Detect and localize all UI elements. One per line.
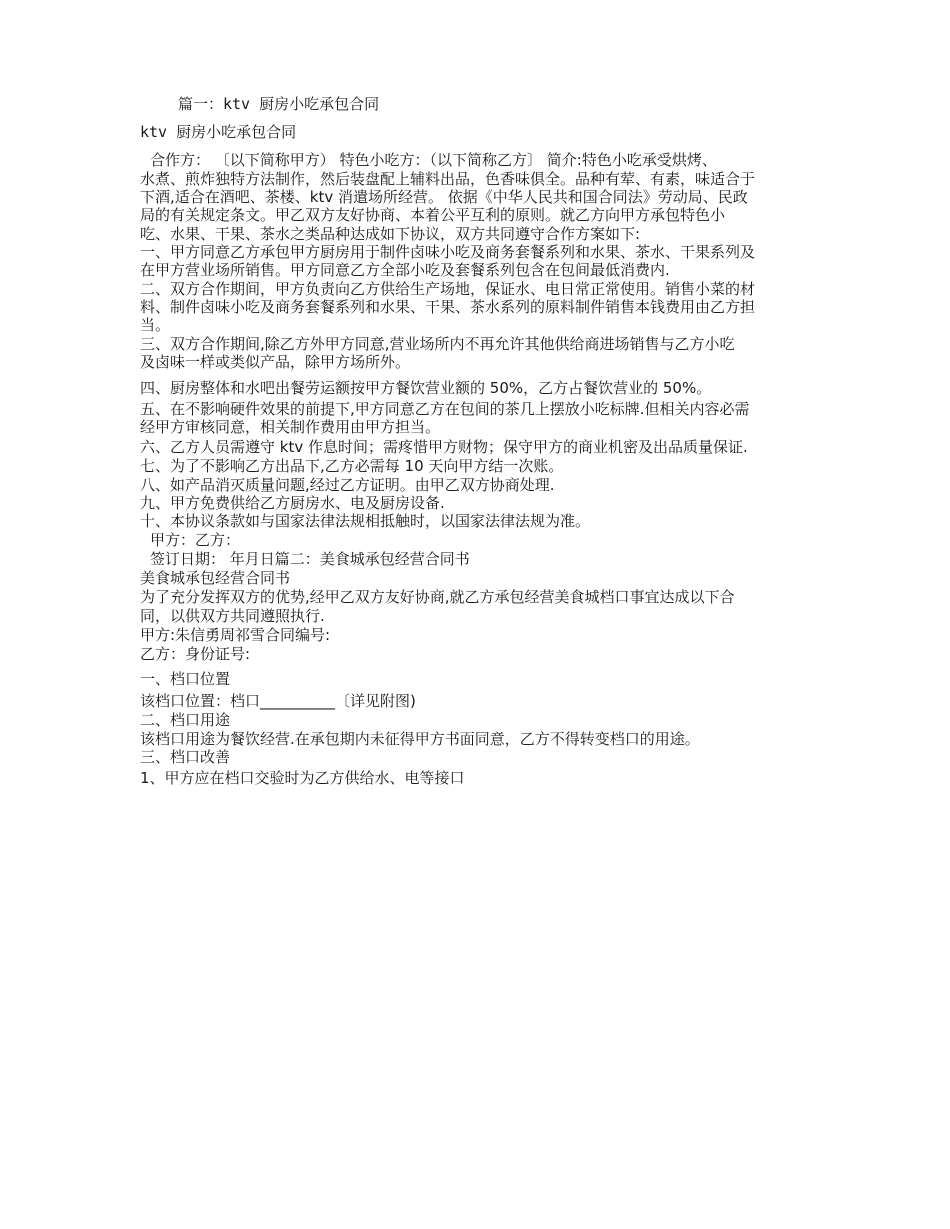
paragraph-line: 局的有关规定条文。甲乙双方友好协商、本着公平互利的原则。就乙方向甲方承包特色小: [140, 206, 726, 224]
paragraph-line: 水煮、煎炸独特方法制作，然后装盘配上辅料出品，色香味俱全。品种有荤、有素，味适合于: [140, 170, 756, 188]
party-b-line: 乙方：身份证号:: [140, 645, 251, 663]
paragraph-line: 九、甲方免费供给乙方厨房水、电及厨房设备.: [140, 494, 445, 512]
paragraph-line: 为了充分发挥双方的优势,经甲乙双方友好协商,就乙方承包经营美食城档口事宜达成以下合: [140, 588, 735, 606]
paragraph-line: 四、厨房整体和水吧出餐劳运额按甲方餐饮营业额的 50%，乙方占餐饮营业的 50%。: [140, 379, 712, 397]
paragraph-line: 七、为了不影响乙方出品下,乙方必需每 10 天向甲方结一次账。: [140, 457, 564, 475]
party-a-line: 甲方:朱信勇周祁雪合同编号:: [140, 626, 331, 644]
paragraph-line: 三、双方合作期间,除乙方外甲方同意,营业场所内不再允许其他供给商进场销售与乙方小吃: [140, 335, 735, 353]
paragraph-line: 及卤味一样或类似产品，除甲方场所外。: [140, 353, 411, 371]
paragraph-line: 料、制件卤味小吃及商务套餐系列和水果、干果、茶水系列的原料制件销售本钱费用由乙方担: [140, 298, 756, 316]
signature-parties: 甲方：乙方：: [150, 531, 241, 549]
paragraph-line: 在甲方营业场所销售。甲方同意乙方全部小吃及套餐系列包含在包间最低消费内.: [140, 261, 670, 279]
section-heading: 一、档口位置: [140, 670, 231, 688]
paragraph-line: 合作方： 〔以下简称甲方） 特色小吃方：（以下简称乙方〕 简介:特色小吃承受烘烤、: [150, 151, 717, 169]
paragraph-line: 五、在不影响硬件效果的前提下,甲方同意乙方在包间的茶几上摆放小吃标牌.但相关内容必需: [140, 400, 750, 418]
paragraph-line: 二、双方合作期间，甲方负责向乙方供给生产场地，保证水、电日常正常使用。销售小菜的材: [140, 280, 756, 298]
paragraph-line: 十、本协议条款如与国家法律法规相抵触时，以国家法律法规为准。: [140, 512, 591, 530]
section-title: 美食城承包经营合同书: [140, 569, 291, 587]
paragraph-line: 下酒,适合在酒吧、茶楼、ktv 消遣场所经营。 依据《中华人民共和国合同法》劳动局、民政: [140, 188, 748, 206]
paragraph-line: 当。: [140, 316, 171, 334]
document-heading-1: 篇一：ktv 厨房小吃承包合同: [178, 95, 380, 113]
paragraph-line: 1、甲方应在档口交验时为乙方供给水、电等接口: [140, 769, 465, 787]
paragraph-line: 经甲方审核同意，相关制作费用由甲方担当。: [140, 418, 441, 436]
section-heading: 二、档口用途: [140, 711, 231, 729]
paragraph-line: 同，以供双方共同遵照执行.: [140, 607, 325, 625]
paragraph-line: 该档口用途为餐饮经营.在承包期内未征得甲方书面同意，乙方不得转变档口的用途。: [140, 730, 700, 748]
paragraph-line: 八、如产品消灭质量问题,经过乙方证明。由甲乙双方协商处理.: [140, 476, 555, 494]
paragraph-line: 该档口位置：档口__________〔详见附图): [140, 692, 416, 710]
section-heading: 三、档口改善: [140, 748, 231, 766]
paragraph-line: 一、甲方同意乙方承包甲方厨房用于制件卤味小吃及商务套餐系列和水果、茶水、干果系列及: [140, 243, 756, 261]
signing-date: 签订日期： 年月日篇二：美食城承包经营合同书: [150, 550, 470, 568]
document-heading-2: ktv 厨房小吃承包合同: [140, 123, 297, 141]
paragraph-line: 吃、水果、干果、茶水之类品种达成如下协议，双方共同遵守合作方案如下:: [140, 225, 641, 243]
paragraph-line: 六、乙方人员需遵守 ktv 作息时间；需疼惜甲方财物；保守甲方的商业机密及出品质量保证.: [140, 438, 748, 456]
